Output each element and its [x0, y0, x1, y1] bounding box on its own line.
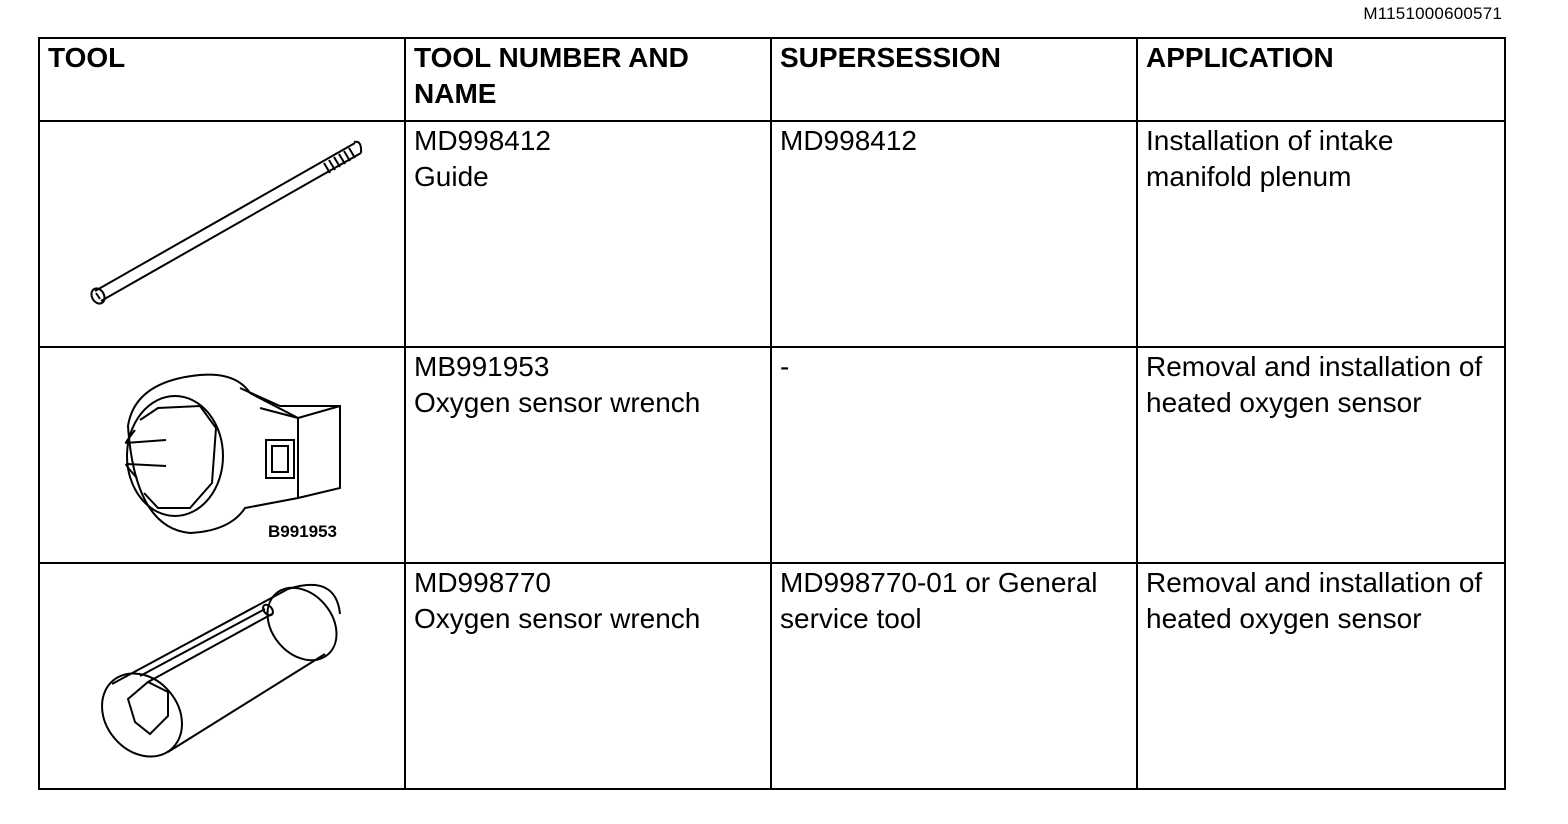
tool-number-name-cell [405, 347, 771, 564]
tool-number: MB991953 [414, 350, 550, 382]
header-supersession: SUPERSESSION [771, 38, 1137, 121]
header-tool: TOOL [39, 38, 405, 121]
supersession-cell: MD998770-01 or General service tool [771, 563, 1137, 789]
application-cell: Removal and installation of heated oxygen sensor [1137, 563, 1505, 789]
document-id: M1151000600571 [1363, 4, 1502, 23]
table-row [39, 347, 1505, 564]
tool-number-name-cell [405, 563, 771, 789]
tool-image-cell [39, 121, 405, 347]
table-row [39, 121, 1505, 347]
tool-number: MD998412 [414, 125, 551, 156]
tool-name: Guide [414, 161, 489, 192]
application-cell: Removal and installation of heated oxygen sensor [1137, 347, 1505, 564]
tool-image-cell [39, 347, 405, 564]
tool-name: Oxygen sensor wrench [414, 386, 701, 418]
oxygen-sensor-wrench-icon [40, 348, 404, 561]
header-tool-number-name: TOOL NUMBER AND NAME [405, 38, 771, 121]
guide-pin-icon [40, 122, 404, 344]
header-application: APPLICATION [1137, 38, 1505, 121]
supersession-cell: - [771, 347, 1137, 564]
header-row [39, 38, 1505, 121]
application-cell: Installation of intake manifold plenum [1137, 121, 1505, 347]
tool-number-name-cell [405, 121, 771, 347]
tool-image-cell [39, 563, 405, 789]
oxygen-sensor-socket-icon [40, 564, 404, 786]
special-tools-table [38, 37, 1506, 790]
table-row [39, 563, 1505, 789]
supersession-cell: MD998412 [771, 121, 1137, 347]
tool-number: MD998770 [414, 567, 551, 599]
drawing-label: B991953 [268, 521, 338, 541]
tool-name: Oxygen sensor wrench [414, 603, 701, 635]
